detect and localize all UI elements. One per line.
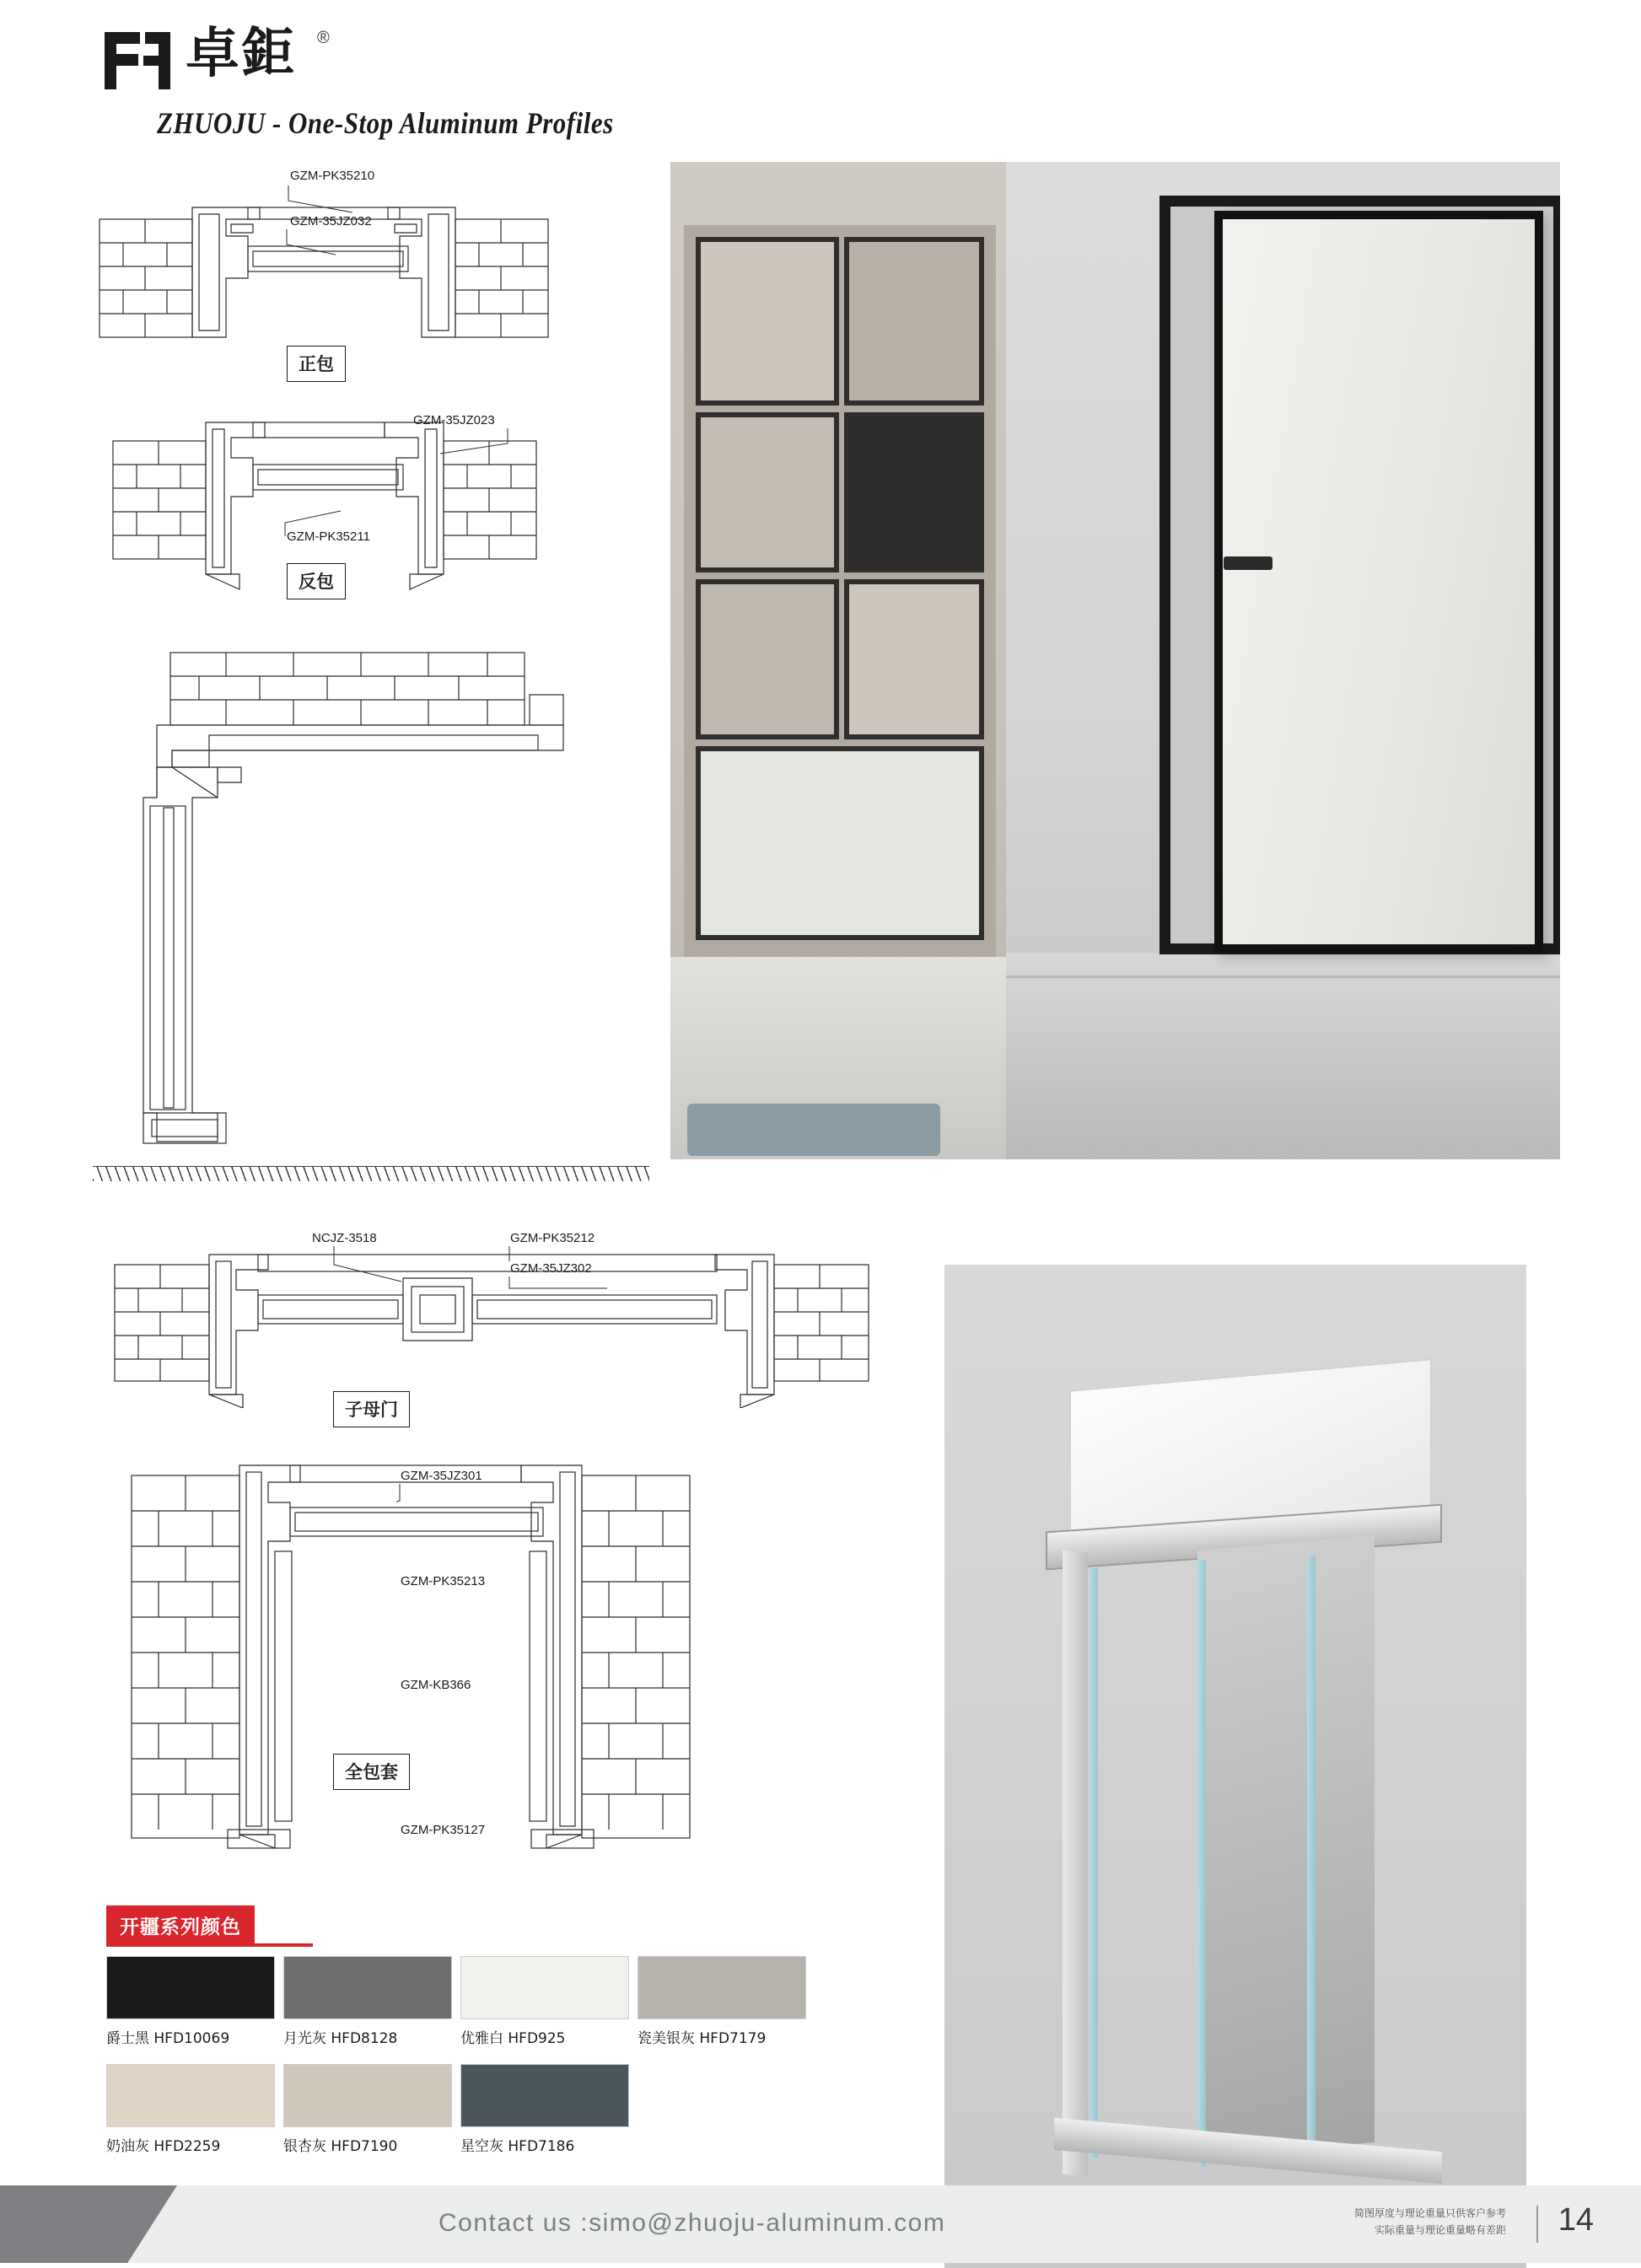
swatch-chip — [106, 2064, 275, 2127]
page-number: 14 — [1558, 2202, 1594, 2238]
swatch-chip — [460, 1956, 629, 2019]
footer-accent-shape — [0, 2185, 177, 2263]
glass-edge — [1307, 1556, 1315, 2171]
photo-left-room — [670, 162, 1006, 1159]
footer-disclaimer — [1354, 2206, 1506, 2239]
color-swatch-item[interactable] — [106, 1956, 275, 2047]
door-handle — [1224, 556, 1272, 570]
leader-line-3 — [406, 425, 516, 460]
diagram-tag-fanbao: 反包 — [287, 563, 346, 599]
swatch-label: 奶油灰 HFD2259 — [106, 2138, 221, 2155]
footer-disclaimer-line1: 简图厚度与理论重量只供客户参考 — [1353, 2207, 1506, 2219]
swatch-chip — [283, 2064, 452, 2127]
diagram-tag-quanbaotao: 全包套 — [333, 1754, 410, 1790]
floor-rug — [687, 1104, 940, 1156]
top-left-drawings-group — [91, 169, 648, 1180]
door-section-photo — [944, 1265, 1526, 2268]
profile-diagram-fanbao — [91, 409, 648, 594]
glass-edge — [1090, 1568, 1098, 2158]
code-label-gzm-kb366: GZM-KB366 — [401, 1678, 471, 1692]
swatch-chip — [283, 1956, 452, 2019]
shelf-cell — [696, 412, 839, 572]
color-swatch-grid — [106, 1956, 815, 2155]
color-swatch-item[interactable] — [460, 1956, 629, 2047]
swatch-label: 爵士黑 HFD10069 — [106, 2030, 230, 2047]
code-label-gzm-pk35213: GZM-PK35213 — [401, 1574, 486, 1588]
contact-email-text[interactable]: Contact us :simo@zhuoju-aluminum.com — [438, 2209, 946, 2237]
zhuoju-logo-icon — [101, 27, 174, 94]
color-swatch-item[interactable] — [638, 1956, 806, 2047]
code-label-gzm-pk35211: GZM-PK35211 — [287, 529, 370, 544]
shelf-cell — [696, 746, 984, 940]
jamb-profile-render — [1063, 1550, 1088, 2176]
profile-diagram-zimumen — [110, 1248, 885, 1408]
glass-edge — [1197, 1560, 1206, 2167]
code-label-gzm-35jz302: GZM-35JZ302 — [510, 1261, 592, 1276]
code-label-gzm-35jz032: GZM-35JZ032 — [290, 214, 372, 228]
shelf-cell — [844, 237, 984, 406]
swatch-label: 瓷美银灰 HFD7179 — [638, 2030, 767, 2047]
leader-line-2 — [283, 226, 393, 260]
shelf-cell — [696, 579, 839, 739]
color-swatch-item[interactable] — [106, 2064, 275, 2155]
ground-hatch-line — [93, 1166, 649, 1181]
swatch-chip — [106, 1956, 275, 2019]
door-leaf-render — [1197, 1535, 1375, 2158]
code-label-gzm-pk35127: GZM-PK35127 — [401, 1823, 486, 1837]
swatch-label: 星空灰 HFD7186 — [460, 2138, 575, 2155]
shelf-cell — [844, 579, 984, 739]
colors-section-title: 开疆系列颜色 — [106, 1905, 255, 1946]
shelf-cell — [696, 237, 839, 406]
code-label-gzm-pk35210: GZM-PK35210 — [290, 169, 375, 183]
footer-divider — [1536, 2206, 1538, 2243]
swatch-chip — [460, 2064, 629, 2127]
door-panel — [1214, 211, 1543, 953]
colors-section-underline — [106, 1943, 313, 1947]
footer-disclaimer-line2: 实际重量与理论重量略有差距 — [1374, 2223, 1506, 2236]
logo-chinese-name: 卓鉅 — [186, 23, 297, 85]
photo-right-floor — [1006, 953, 1560, 1159]
leader-line-4 — [282, 506, 400, 540]
color-swatch-item[interactable] — [283, 2064, 452, 2155]
interior-door-photo — [670, 162, 1560, 1159]
code-label-gzm-35jz301: GZM-35JZ301 — [401, 1469, 482, 1483]
leader-line-1 — [285, 180, 403, 218]
swatch-label: 银杏灰 HFD7190 — [283, 2138, 398, 2155]
leader-line-5 — [309, 1243, 410, 1293]
shelf-unit — [684, 225, 996, 959]
floor-seam-line — [1006, 975, 1560, 978]
color-swatch-item[interactable] — [283, 1956, 452, 2047]
diagram-tag-zhengbao: 正包 — [287, 346, 346, 382]
bottom-left-drawings-group — [110, 1231, 885, 1905]
swatch-label: 优雅白 HFD925 — [460, 2030, 566, 2047]
swatch-chip — [638, 1956, 806, 2019]
swatch-label: 月光灰 HFD8128 — [283, 2030, 398, 2047]
diagram-tag-zimumen: 子母门 — [333, 1391, 410, 1427]
leader-line-7 — [396, 1481, 531, 1528]
code-label-gzm-pk35212: GZM-PK35212 — [510, 1231, 595, 1245]
shelf-cell — [844, 412, 984, 572]
registered-trademark-icon: ® — [317, 29, 330, 47]
brand-tagline: ZHUOJU - One-Stop Aluminum Profiles — [157, 106, 614, 141]
color-swatch-item[interactable] — [460, 2064, 629, 2155]
page-footer — [0, 2185, 1641, 2263]
leader-line-6 — [506, 1243, 675, 1293]
code-label-gzm-35jz023: GZM-35JZ023 — [413, 413, 495, 427]
profile-diagram-vertical-section — [91, 641, 648, 1180]
code-label-ncjz-3518: NCJZ-3518 — [312, 1231, 377, 1245]
brand-logo-block — [91, 22, 631, 140]
